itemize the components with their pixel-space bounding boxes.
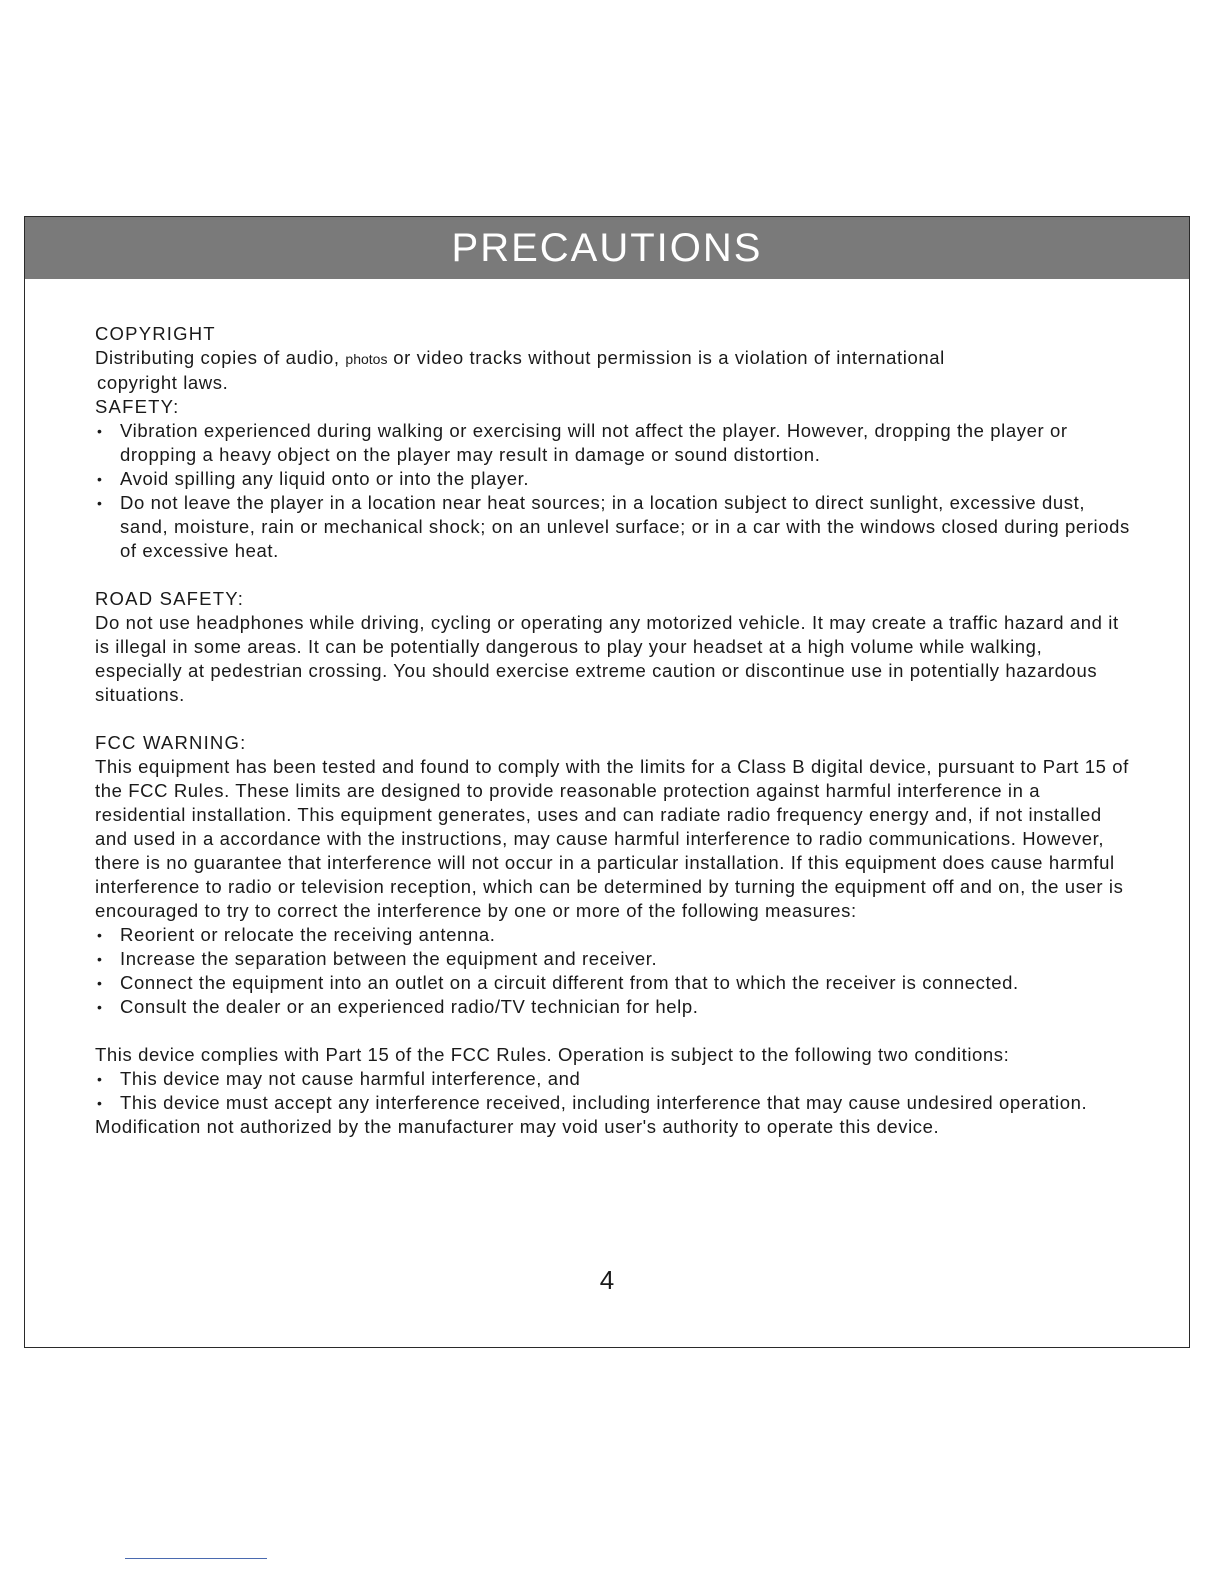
copyright-text-part1: Distributing copies of audio, — [95, 347, 346, 368]
modification-note: Modification not authorized by the manufacturer may void user's authority to operate this device. — [95, 1116, 940, 1137]
fcc-measure-text: Increase the separation between the equipment and receiver. — [120, 948, 658, 969]
fcc-measure-text: Connect the equipment into an outlet on a circuit different from that to which the receiver is connected. — [120, 972, 1019, 993]
bullet-icon: • — [97, 495, 103, 511]
bullet-icon: • — [97, 1095, 103, 1111]
list-item — [95, 1091, 1135, 1115]
list-item — [95, 491, 1135, 563]
road-safety-text: Do not use headphones while driving, cycling or operating any motorized vehicle. It may create a traffic hazard and it is illegal in some areas. It can be potentially dangerous to play your headset at a high volume while walking, especially at pedestrian crossing. You should exercise extreme caution or discontinue use in potentially hazardous situations. — [95, 612, 1119, 705]
fcc-warning-text: This equipment has been tested and found to comply with the limits for a Class B digital device, pursuant to Part 15 of the FCC Rules. These limits are designed to provide reasonable protection against harmful interference in a residential installation. This equipment generates, uses and can radiate radio frequency energy and, if not installed and used in a accordance with the instructions, may cause harmful interference to radio communications. However, there is no guarantee that interference will not occur in a particular installation. If this equipment does cause harmful interference to radio or television reception, which can be determined by turning the equipment off and on, the user is encouraged to try to correct the interference by one or more of the following measures: — [95, 756, 1129, 921]
safety-item-text: Do not leave the player in a location near heat sources; in a location subject to direct sunlight, excessive dust, sand, moisture, rain or mechanical shock; on an unlevel surface; or in a car with the windows closed during periods of excessive heat. — [120, 492, 1130, 561]
compliance-condition-text: This device must accept any interference received, including interference that may cause undesired operation. — [120, 1092, 1088, 1113]
bullet-icon: • — [97, 423, 103, 439]
list-item — [95, 947, 1135, 971]
section-gap — [95, 707, 1135, 731]
bullet-icon: • — [97, 927, 103, 943]
bullet-icon: • — [97, 471, 103, 487]
list-item — [95, 1067, 1135, 1091]
compliance-conditions-list — [95, 1067, 1135, 1115]
road-safety-heading: ROAD SAFETY: — [95, 588, 245, 609]
precautions-content — [95, 322, 1135, 1139]
list-item — [95, 419, 1135, 467]
copyright-text — [95, 346, 1135, 371]
page-frame — [24, 216, 1190, 1348]
safety-list — [95, 419, 1135, 563]
fcc-measure-text: Reorient or relocate the receiving antenna. — [120, 924, 496, 945]
page-number: 4 — [599, 1265, 615, 1295]
safety-item-text: Vibration experienced during walking or exercising will not affect the player. However, dropping the player or dropping a heavy object on the player may result in damage or sound distortion. — [120, 420, 1068, 465]
bullet-icon: • — [97, 999, 103, 1015]
footer-rule — [125, 1558, 267, 1559]
list-item — [95, 923, 1135, 947]
copyright-text-photos: photos — [345, 351, 388, 367]
fcc-measures-list — [95, 923, 1135, 1019]
list-item — [95, 467, 1135, 491]
page-title: PRECAUTIONS — [25, 217, 1189, 279]
section-gap — [95, 563, 1135, 587]
bullet-icon: • — [97, 975, 103, 991]
safety-item-text: Avoid spilling any liquid onto or into the player. — [120, 468, 530, 489]
copyright-text-line2: copyright laws. — [97, 372, 229, 393]
list-item — [95, 971, 1135, 995]
copyright-text-part2: or video tracks without permission is a violation of international — [387, 347, 945, 368]
bullet-icon: • — [97, 1071, 103, 1087]
compliance-text: This device complies with Part 15 of the FCC Rules. Operation is subject to the following two conditions: — [95, 1044, 1010, 1065]
section-gap — [95, 1019, 1135, 1043]
fcc-warning-heading: FCC WARNING: — [95, 732, 247, 753]
copyright-heading: COPYRIGHT — [95, 323, 216, 344]
fcc-measure-text: Consult the dealer or an experienced radio/TV technician for help. — [120, 996, 699, 1017]
compliance-condition-text: This device may not cause harmful interference, and — [120, 1068, 581, 1089]
bullet-icon: • — [97, 951, 103, 967]
list-item — [95, 995, 1135, 1019]
safety-heading: SAFETY: — [95, 396, 180, 417]
